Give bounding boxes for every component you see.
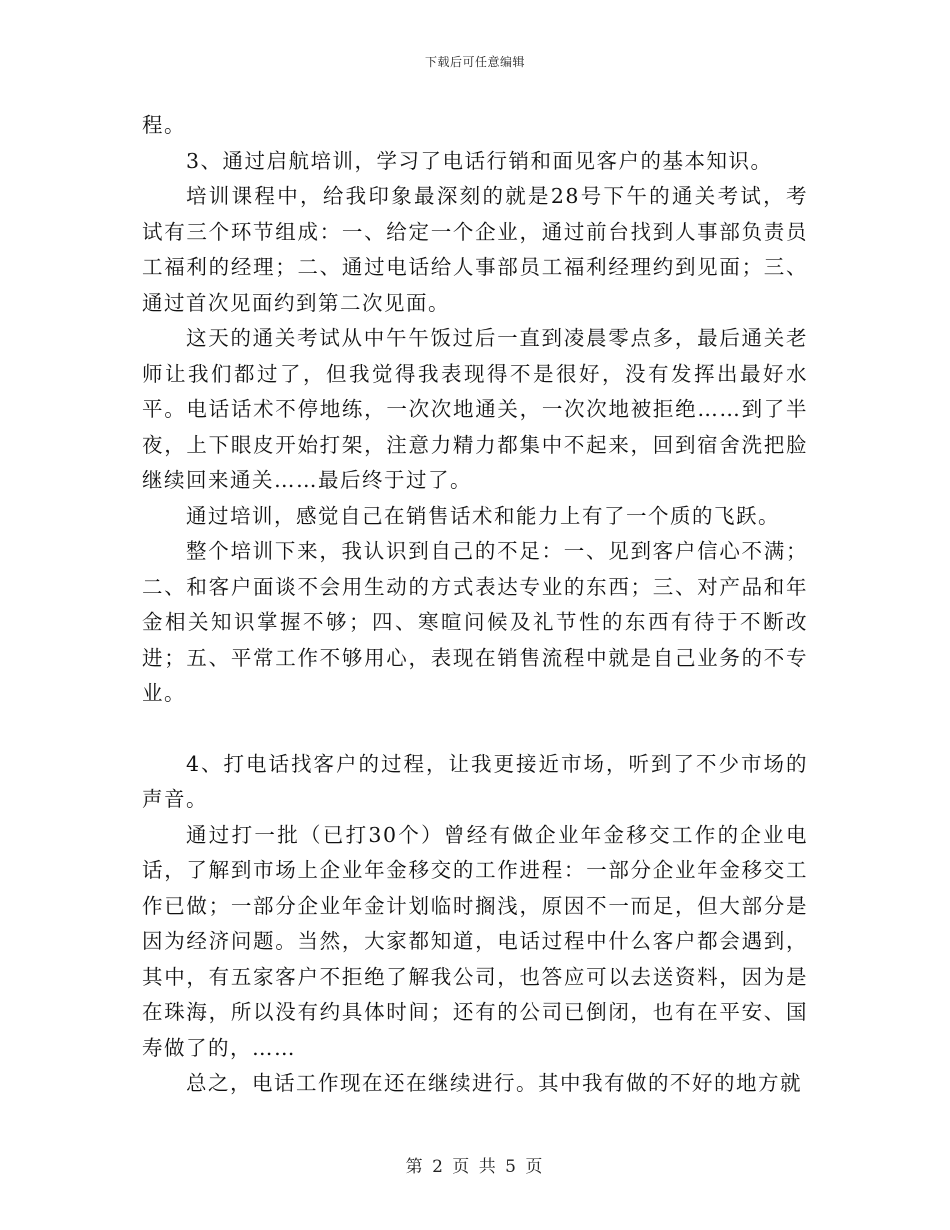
paragraph-continuation: 程。 xyxy=(142,113,186,137)
paragraph-shortcomings: 整个培训下来，我认识到自己的不足：一、见到客户信心不满；二、和客户面谈不会用生动的方式表达专业的东西；三、对产品和年金相关知识掌握不够；四、寒暄问候及礼节性的东西有待于不断改进；五、平常工作不够用心，表现在销售流程中就是自己业务的不专业。 xyxy=(142,539,808,705)
paragraph-section-4-heading: 4、打电话找客户的过程，让我更接近市场，听到了不少市场的声音。 xyxy=(142,751,808,811)
paragraph-training-exam: 培训课程中，给我印象最深刻的就是28号下午的通关考试，考试有三个环节组成：一、给定一个企业，通过前台找到人事部负责员工福利的经理；二、通过电话给人事部员工福利经理约到见面；三、通过首次见面约到第二次见面。 xyxy=(142,184,808,315)
document-body xyxy=(142,108,808,1102)
paragraph-training-result: 通过培训，感觉自己在销售话术和能力上有了一个质的飞跃。 xyxy=(186,503,780,528)
paragraph-summary: 总之，电话工作现在还在继续进行。其中我有做的不好的地方就 xyxy=(186,1071,802,1095)
paragraph-spacer xyxy=(142,712,808,747)
paragraph-section-3-heading: 3、通过启航培训，学习了电话行销和面见客户的基本知识。 xyxy=(186,148,773,173)
page-header-note: 下载后可任意编辑 xyxy=(424,55,525,69)
page-number-footer: 第 2 页 共 5 页 xyxy=(405,1157,545,1177)
paragraph-phone-calls: 通过打一批（已打30个）曾经有做企业年金移交工作的企业电话，了解到市场上企业年金移交的工作进程：一部分企业年金移交工作已做；一部分企业年金计划临时搁浅，原因不一而足，但大部分是因为经济问题。当然，大家都知道，电话过程中什么客户都会遇到，其中，有五家客户不拒绝了解我公司，也答应可以去送资料，因为是在珠海，所以没有约具体时间；还有的公司已倒闭，也有在平安、国寿做了的，…… xyxy=(142,822,808,1060)
paragraph-exam-experience: 这天的通关考试从中午午饭过后一直到凌晨零点多，最后通关老师让我们都过了，但我觉得我表现得不是很好，没有发挥出最好水平。电话话术不停地练，一次次地通关，一次次地被拒绝……到了半夜，上下眼皮开始打架，注意力精力都集中不起来，回到宿舍洗把脸继续回来通关……最后终于过了。 xyxy=(142,326,808,492)
